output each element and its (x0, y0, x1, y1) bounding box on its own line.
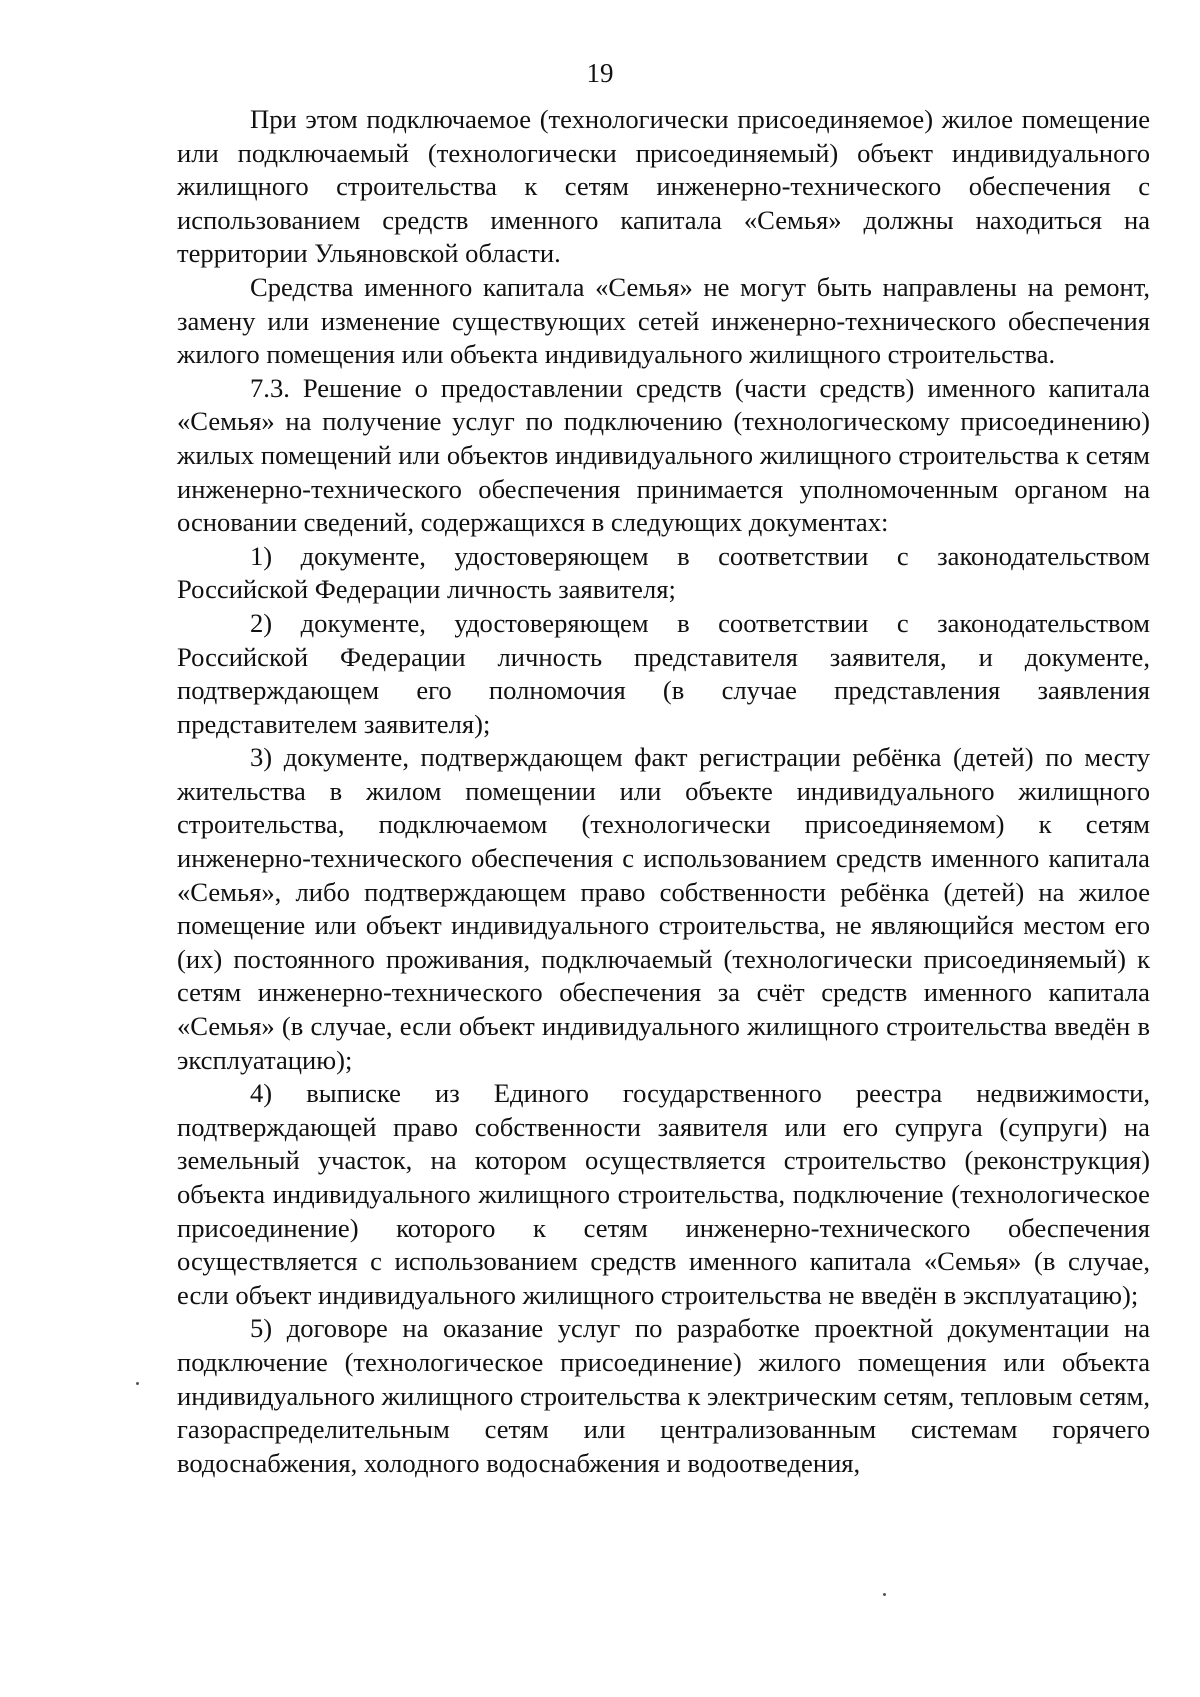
list-item-2: 2) документе, удостоверяющем в соответствии с законодательством Российской Федерации личность представителя заявителя, и документе, подтверждающем его полномочия (в случае представления заявления представителем заявителя); (177, 607, 1150, 739)
list-item-5: 5) договоре на оказание услуг по разработке проектной документации на подключение (технологическое присоединение) жилого помещения или объекта индивидуального жилищного строительства к электрическим сетям, тепловым сетям, газораспределительным сетям или централизованным системам горячего водоснабжения, холодного водоснабжения и водоотведения, (177, 1313, 1150, 1478)
scan-artifact-dot (883, 1593, 886, 1596)
paragraph-7-3-decision: 7.3. Решение о предоставлении средств (части средств) именного капитала «Семья» на получение услуг по подключению (технологическому присоединению) жилых помещений или объектов индивидуального жилищного строительства к сетям инженерно-технического обеспечения принимается уполномоченным органом на основании сведений, содержащихся в следующих документах: (177, 372, 1150, 538)
list-item-1: 1) документе, удостоверяющем в соответствии с законодательством Российской Федерации личность заявителя; (177, 540, 1150, 605)
list-item-4: 4) выписке из Единого государственного реестра недвижимости, подтверждающей право собственности заявителя или его супруга (супруги) на земельный участок, на котором осуществляется строительство (реконструкция) объекта индивидуального жилищного строительства, подключение (технологическое присоединение) которого к сетям инженерно-технического обеспечения осуществляется с использованием средств именного капитала «Семья» (в случае, если объект индивидуального жилищного строительства не введён в эксплуатацию); (177, 1078, 1150, 1310)
page-number: 19 (586, 58, 614, 88)
scan-artifact-dot (136, 1382, 139, 1385)
list-item-3: 3) документе, подтверждающем факт регистрации ребёнка (детей) по месту жительства в жилом помещении или объекте индивидуального жилищного строительства, подключаемом (технологически присоединяемом) к сетям инженерно-технического обеспечения с использованием средств именного капитала «Семья», либо подтверждающем право собственности ребёнка (детей) на жилое помещение или объект индивидуального строительства, не являющийся местом его (их) постоянного проживания, подключаемый (технологически присоединяемый) к сетям инженерно-технического обеспечения за счёт средств именного капитала «Семья» (в случае, если объект индивидуального жилищного строительства введён в эксплуатацию); (177, 742, 1150, 1075)
paragraph-connection-territory: При этом подключаемое (технологически присоединяемое) жилое помещение или подключаемый (технологически присоединяемый) объект индивидуального жилищного строительства к сетям инженерно-технического обеспечения с использованием средств именного капитала «Семья» должны находиться на территории Ульяновской области. (177, 104, 1150, 269)
paragraph-funds-restriction: Средства именного капитала «Семья» не могут быть направлены на ремонт, замену или изменение существующих сетей инженерно-технического обеспечения жилого помещения или объекта индивидуального жилищного строительства. (177, 271, 1150, 370)
document-body (177, 103, 1150, 1480)
